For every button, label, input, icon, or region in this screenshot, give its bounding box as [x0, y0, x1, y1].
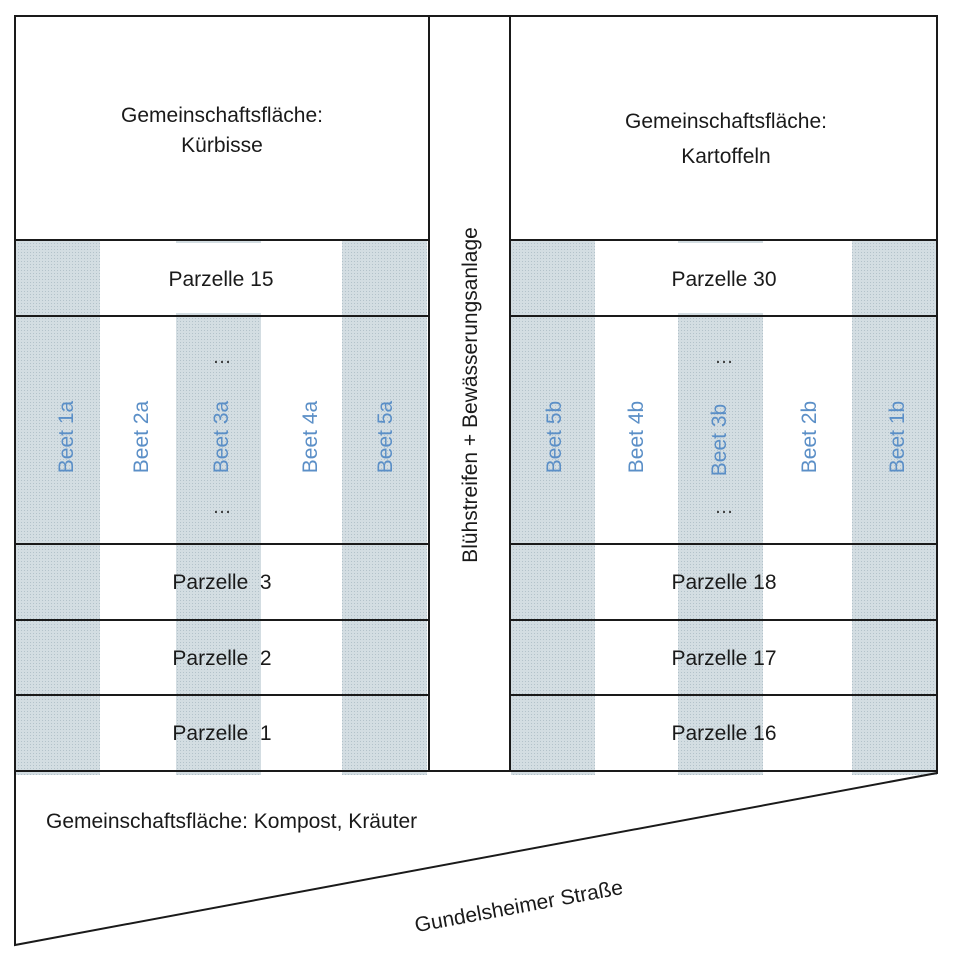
- parcel-label: Parzelle 18: [671, 571, 777, 594]
- bed-label: Beet 1a: [55, 400, 78, 474]
- strip-label: Blühstreifen + Bewässerungsanlage: [459, 227, 482, 563]
- parcel-label: Parzelle 17: [671, 647, 777, 670]
- bed-label: Beet 3b: [708, 403, 731, 477]
- ellipsis-right-top: …: [714, 347, 734, 368]
- bed-label: Beet 3a: [210, 400, 233, 474]
- parcel-label: Parzelle 1: [172, 722, 272, 745]
- parcel-label: Parzelle 15: [168, 268, 274, 291]
- ellipsis-left-bottom: …: [212, 497, 232, 518]
- area-top-right-line2: Kartoffeln: [681, 145, 771, 168]
- ellipsis-left-top: …: [212, 347, 232, 368]
- parcel-label: Parzelle 16: [671, 722, 777, 745]
- parcel-label: Parzelle 2: [172, 647, 272, 670]
- bed-label: Beet 2b: [798, 400, 821, 474]
- bed-label: Beet 5a: [374, 400, 397, 474]
- parcel-label: Parzelle 3: [172, 571, 272, 594]
- area-top-right-line1: Gemeinschaftsfläche:: [625, 110, 827, 133]
- bed-label: Beet 4a: [299, 400, 322, 474]
- area-top-left-line2: Kürbisse: [181, 134, 263, 157]
- ellipsis-right-bottom: …: [714, 497, 734, 518]
- parcel-label: Parzelle 30: [671, 268, 777, 291]
- bed-label: Beet 2a: [130, 400, 153, 474]
- bed-label: Beet 1b: [886, 400, 909, 474]
- bed-label: Beet 5b: [543, 400, 566, 474]
- area-top-left-line1: Gemeinschaftsfläche:: [121, 104, 323, 127]
- bed-label: Beet 4b: [625, 400, 648, 474]
- street-label: Gundelsheimer Straße: [412, 876, 625, 938]
- area-bottom: Gemeinschaftsfläche: Kompost, Kräuter: [46, 810, 418, 833]
